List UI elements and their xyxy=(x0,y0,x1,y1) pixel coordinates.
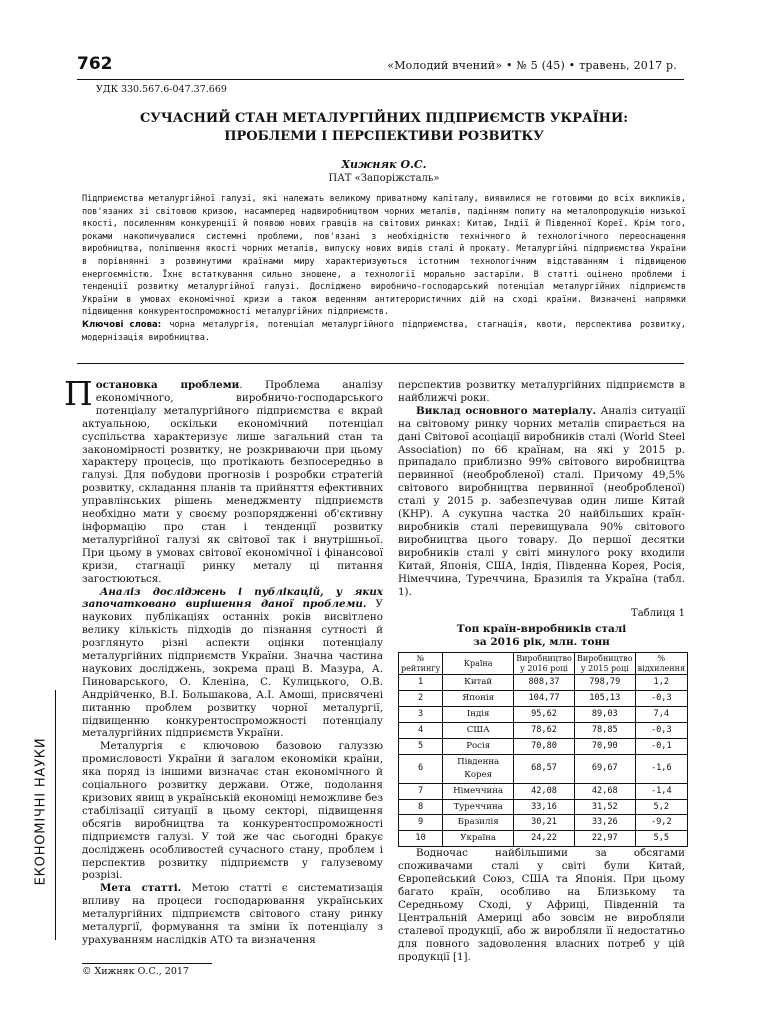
cell-2016: 70,80 xyxy=(514,738,575,754)
cell-2016: 68,57 xyxy=(514,754,575,783)
left-column xyxy=(64,374,384,947)
table-title-line-2: за 2016 рік, млн. тонн xyxy=(473,636,610,649)
cell-country: Німеччина xyxy=(443,783,514,799)
text-aim: Метою статті є систематизація впливу на процеси господарювання українських металургійних підприємств світового стану ринку металургії, формування та зміни їх потенціалу з урахуванням наслідків АТО та визначення xyxy=(82,882,383,946)
cell-2016: 42,08 xyxy=(514,783,575,799)
side-label-text: ЕКОНОМІЧНІ НАУКИ xyxy=(33,737,49,886)
text-problem: . Проблема аналізу економічного, виробничо-господарського потенціалу металургійного підприємства є вкрай актуальною, оскільки економічний потенціал суспільства характеризує лише загальний стан та закономірності розвитку, не розкриваючи при цьому характеру процесів, що протікають безпосередньо в галузі. Для побудови прогнозів і розробки стратегій розвитку, складання планів та прийняття ефективних управлінських рішень менеджменту підприємств необхідно мати у своєму розпорядженні об'єктивну інформацію про стан і тенденції розвитку металургійної галузі як світової так і внутрішньої. При цьому в умовах світової економічної і фінансової кризи, стагнації ринку металу ці питання загостюються. xyxy=(82,379,383,585)
cell-2016: 24,22 xyxy=(514,831,575,847)
cell-2016: 95,62 xyxy=(514,707,575,723)
abstract xyxy=(82,193,686,344)
cell-rank: 6 xyxy=(399,754,443,783)
header-2016: Виробництво у 2016 році xyxy=(514,653,575,675)
cell-deviation: -1,6 xyxy=(635,754,687,783)
keywords-label: Ключові слова: xyxy=(82,319,162,330)
cell-2015: 69,67 xyxy=(574,754,635,783)
cell-deviation: 5,5 xyxy=(635,831,687,847)
steel-producers-table xyxy=(398,652,688,847)
table-row xyxy=(399,815,688,831)
cell-country: США xyxy=(443,723,514,739)
drop-cap: П xyxy=(64,374,93,413)
table-row xyxy=(399,799,688,815)
cell-country: Туреччина xyxy=(443,799,514,815)
table-row xyxy=(399,675,688,691)
header-country: Країна xyxy=(443,653,514,675)
table-title-line-1: Топ країн-виробників сталі xyxy=(456,623,627,636)
cell-rank: 10 xyxy=(399,831,443,847)
cell-2016: 33,16 xyxy=(514,799,575,815)
cell-2015: 78,85 xyxy=(574,723,635,739)
heading-main-material: Виклад основного матеріалу. xyxy=(416,404,597,417)
right-column xyxy=(398,379,685,963)
cell-deviation: 5,2 xyxy=(635,799,687,815)
cell-rank: 2 xyxy=(399,691,443,707)
cell-deviation: 7,4 xyxy=(635,707,687,723)
cell-2016: 808,37 xyxy=(514,675,575,691)
cell-rank: 5 xyxy=(399,738,443,754)
cell-2015: 89,03 xyxy=(574,707,635,723)
table-row xyxy=(399,707,688,723)
cell-country: Індія xyxy=(443,707,514,723)
copyright: © Хижняк О.С., 2017 xyxy=(82,966,189,977)
cell-2015: 31,52 xyxy=(574,799,635,815)
cell-2015: 70,90 xyxy=(574,738,635,754)
page-number: 762 xyxy=(77,54,113,74)
text-analysis: У наукових публікаціях останніх років висвітлено велику кількість підходів до пізнання сутності й розглянуто різні аспекти оцінки потенціалу металургійних підприємств України. Значна частина наукових досліджень, зокрема праці В. Мазура, А. Пиноварського, О. Кленіна, С. Кулицького, О.В. Андрійченко, В.І. Большакова, А.І. Амоші, присвячені питанню проблем розвитку чорної металургії, підвищенню конкурентоспроможності потенціалу металургійних підприємств України. xyxy=(82,598,384,740)
cell-2015: 33,26 xyxy=(574,815,635,831)
cell-2016: 104,77 xyxy=(514,691,575,707)
running-header xyxy=(77,52,677,80)
table-caption: Таблиця 1 xyxy=(631,608,685,620)
cell-2016: 30,21 xyxy=(514,815,575,831)
table-row xyxy=(399,783,688,799)
cell-2015: 22,97 xyxy=(574,831,635,847)
cell-country: Україна xyxy=(443,831,514,847)
table-row xyxy=(399,831,688,847)
header-rank: № рейтингу xyxy=(399,653,443,675)
cell-deviation: 1,2 xyxy=(635,675,687,691)
table-header-row xyxy=(399,653,688,675)
title-line-2: ПРОБЛЕМИ І ПЕРСПЕКТИВИ РОЗВИТКУ xyxy=(224,129,544,144)
abstract-text: Підприємства металургійної галузі, які належать великому приватному капіталу, виявилися не готовими до всіх викликів, пов'язаних зі світовою кризою, насамперед надвиробництвом чорних металів, падінням попиту на металопродукцію низької якості, посиленням конкуренції й появою нових гравців на світових ринках: Китаю, Індії й Південної Кореї. Крім того, роками накопичувалися системні проблеми, пов'язані з необхідністю технічного й технологічного переоснащення виробництва, поліпшення якості чорних металів, випуску нових видів сталі й прокату. Металургійні підприємства України в порівнянні з розвинутими країнами миру характеризуються істотним технологічним відставанням і підвищеною енергоємністю. Їхнє встаткування сильно зношене, а технології морально застаріли. В статті оцінено проблеми і тенденції розвитку металургійної галузі. Досліджено виробничо-господарський потенціал металургійних підприємств України в умовах економічної кризи а також веденням антитерористичних дій на сході країни. Визначені напрямки підвищення конкурентоспроможності металургійних підприємств. xyxy=(82,194,686,318)
header-deviation: % відхилення xyxy=(635,653,687,675)
cell-deviation: -1,4 xyxy=(635,783,687,799)
heading-analysis: Аналіз досліджень і публікацій, у яких започатковано вирішення даної проблеми. xyxy=(82,585,383,611)
header-2015: Виробництво у 2015 році xyxy=(574,653,635,675)
cell-rank: 7 xyxy=(399,783,443,799)
cell-rank: 8 xyxy=(399,799,443,815)
side-rule xyxy=(55,690,56,940)
cell-deviation: -9,2 xyxy=(635,815,687,831)
udk-code: УДК 330.567.6-047.37.669 xyxy=(96,84,227,95)
text-main-material: Аналіз ситуації на світовому ринку чорних металів спирається на дані Світової асоціації виробників сталі (World Steel Association) по 66 країнам, на які у 2015 р. припадало приблизно 99% світового виробництва первинної (необробленої) сталі. Причому 49,5% світового виробництва первинної (необробленої) сталі у 2015 р. забезпечував один лише Китай (КНР). А сукупна частка 20 найбільших країн-виробників сталі перевищувала 90% світового виробництва цього товару. До першої десятки виробників сталі у світі минулого року входили Китай, Японія, США, Індія, Південна Корея, Росія, Німеччина, Туреччина, Бразилія та Україна (табл. 1). xyxy=(398,404,685,598)
journal-title: «Молодий вчений» • № 5 (45) • травень, 2017 р. xyxy=(387,59,677,72)
side-label xyxy=(32,700,50,930)
cell-rank: 9 xyxy=(399,815,443,831)
footer-rule xyxy=(82,963,212,964)
cell-country: Росія xyxy=(443,738,514,754)
cell-rank: 1 xyxy=(399,675,443,691)
cell-country: Південна Корея xyxy=(443,754,514,783)
cell-deviation: -0,1 xyxy=(635,738,687,754)
heading-problem: остановка проблеми xyxy=(95,379,240,391)
cell-rank: 3 xyxy=(399,707,443,723)
cell-country: Бразилія xyxy=(443,815,514,831)
author: Хижняк О.С. xyxy=(341,158,427,171)
table-row xyxy=(399,723,688,739)
paragraph-problem xyxy=(64,374,383,586)
cell-country: Японія xyxy=(443,691,514,707)
cell-2016: 78,62 xyxy=(514,723,575,739)
table-row xyxy=(399,738,688,754)
table-row xyxy=(399,754,688,783)
paragraph-continuation: перспектив розвитку металургійних підприємств в найближчі роки. xyxy=(398,379,685,404)
table-row xyxy=(399,691,688,707)
paragraph-aim xyxy=(82,882,383,947)
paragraph-consumers: Водночас найбільшими за обсягами споживачами сталі у світі були Китай, Європейський Союз, США та Японія. При цьому багато країн, особливо на Близькому та Середньому Сході, у Африці, Південній та Центральній Америці або зовсім не виробляли сталевої продукції, або ж виробляли її недостатньо для повного задоволення власних потреб у цій продукції [1]. xyxy=(398,847,685,963)
cell-deviation: -0,3 xyxy=(635,723,687,739)
paragraph-main-material xyxy=(398,405,685,599)
cell-deviation: -0,3 xyxy=(635,691,687,707)
cell-2015: 105,13 xyxy=(574,691,635,707)
cell-2015: 798,79 xyxy=(574,675,635,691)
keywords-text: чорна металургія, потенціал металургійного підприємства, стагнація, квоти, перспектива розвитку, модернізація виробництва. xyxy=(82,319,686,343)
header-rule xyxy=(77,79,684,80)
cell-2015: 42,68 xyxy=(574,783,635,799)
abstract-rule xyxy=(77,363,684,364)
affiliation: ПАТ «Запоріжсталь» xyxy=(328,173,440,184)
cell-country: Китай xyxy=(443,675,514,691)
keywords xyxy=(82,319,686,344)
table-title xyxy=(398,623,685,649)
paragraph-analysis xyxy=(82,586,383,741)
article-title xyxy=(100,110,668,146)
cell-rank: 4 xyxy=(399,723,443,739)
title-line-1: СУЧАСНИЙ СТАН МЕТАЛУРГІЙНИХ ПІДПРИЄМСТВ УКРАЇНИ: xyxy=(139,111,629,126)
heading-aim: Мета статті. xyxy=(100,882,182,895)
paragraph-metallurgy: Металургія є ключовою базовою галуззю промисловості України й загалом економіки країни, яка поряд із іншими визначає стан економічного й соціального розвитку держави. Отже, подолання кризових явищ в українській економіці неможливе без стабілізації ситуації в цьому секторі, підвищення обсягів виробництва та конкурентоспроможності підприємств галузі. У той же час сьогодні бракує досліджень особливостей сучасного стану, проблем і перспектив розвитку підприємств у галузевому розрізі. xyxy=(82,740,383,882)
